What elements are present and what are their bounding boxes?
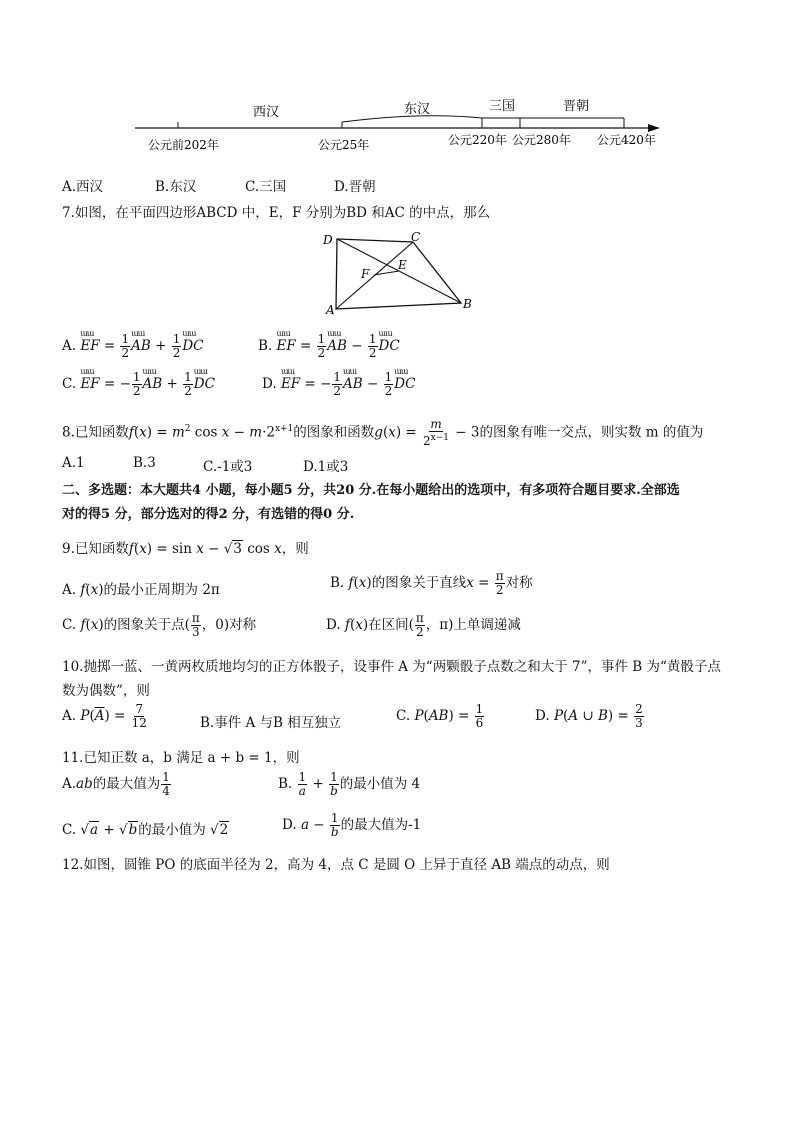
q7-stem: 7.如图，在平面四边形ABCD 中，E，F 分别为BD 和AC 的中点，那么 bbox=[62, 205, 491, 221]
date-label: 公元420年 bbox=[597, 133, 656, 147]
q8-option-d: D.1或3 bbox=[303, 459, 349, 475]
q9-option-d: D. f(x)在区间( $\frac{\pi}{2}$ ，π)上单调递减 bbox=[326, 611, 521, 639]
q11-option-b: B. $\frac{1}{a}$ + $\frac{1}{b}$ 的最小值为 4 bbox=[278, 770, 421, 798]
date-label: 公元25年 bbox=[318, 138, 370, 152]
q11-option-c: C. √a + √b的最小值为 √2 bbox=[62, 822, 229, 838]
point-label: D bbox=[323, 233, 333, 247]
period-label: 西汉 bbox=[253, 105, 280, 120]
q7-option-a: A. ɯɯ EF = $\frac{1}{2}$ ɯɯ AB + $\frac{1}{2}$ ɯɯ DC bbox=[62, 333, 204, 360]
quadrilateral-figure bbox=[0, 228, 794, 328]
q9-stem: 9.已知函数f(x) = sin x − √3 cos x，则 bbox=[62, 541, 309, 557]
q8-option-a: A.1 bbox=[62, 455, 85, 471]
date-label: 公元220年 bbox=[448, 133, 507, 147]
q8-option-c: C.-1或3 bbox=[203, 459, 253, 475]
q6-option-d: D.晋朝 bbox=[334, 179, 376, 195]
period-label: 东汉 bbox=[404, 102, 431, 117]
q11-stem: 11.已知正数 a，b 满足 a + b = 1，则 bbox=[62, 750, 300, 766]
point-label: B bbox=[463, 297, 472, 311]
section2-header-line2: 对的得5 分，部分选对的得2 分，有选错的得0 分. bbox=[62, 507, 355, 522]
timeline-figure bbox=[0, 0, 794, 170]
q8-stem: 8.已知函数$f(x) = m^2$ $\cos x - m\cdot 2^{x+1}$的图象和函数g(x) = $\frac{m}{2^{x-1}}$ − 3的图象有唯一交点，则实数 m 的值为 bbox=[62, 417, 704, 448]
date-label: 公元前202年 bbox=[148, 138, 219, 152]
period-label: 三国 bbox=[489, 99, 516, 114]
q11-option-a: A.ab的最大值为 $\frac{1}{4}$ bbox=[62, 770, 170, 798]
period-label: 晋朝 bbox=[563, 99, 590, 114]
q7-option-d: D. ɯɯ EF = − $\frac{1}{2}$ ɯɯ AB − $\frac{1}{2}$ ɯɯ DC bbox=[262, 371, 415, 398]
q7-option-c: C. ɯɯ EF = − $\frac{1}{2}$ ɯɯ AB + $\frac{1}{2}$ ɯɯ DC bbox=[62, 371, 215, 398]
q10-option-d: D. P(A ∪ B) = $\frac{2}{3}$ bbox=[535, 702, 643, 730]
q6-option-a: A.西汉 bbox=[62, 179, 104, 195]
date-label: 公元280年 bbox=[512, 133, 571, 147]
q9-option-c: C. f(x)的图象关于点( $\frac{\pi}{3}$ ，0)对称 bbox=[62, 611, 257, 639]
q12-stem: 12.如图，圆锥 PO 的底面半径为 2，高为 4，点 C 是圆 O 上异于直径 AB 端点的动点，则 bbox=[62, 857, 610, 873]
q9-option-b: B. f(x)的图象关于直线x = $\frac{\pi}{2}$ 对称 bbox=[330, 569, 533, 597]
q6-option-b: B.东汉 bbox=[155, 179, 197, 195]
q6-option-c: C.三国 bbox=[245, 179, 287, 195]
q9-option-a: A. f(x)的最小正周期为 2π bbox=[62, 582, 220, 598]
q10-stem-line2: 数为偶数”，则 bbox=[62, 683, 150, 699]
section2-header-line1: 二、多选题：本大题共4 小题，每小题5 分，共20 分.在每小题给出的选项中，有多项符合题目要求.全部选 bbox=[62, 483, 680, 498]
point-label: E bbox=[398, 258, 407, 272]
q11-option-d: D. a − $\frac{1}{b}$ 的最大值为-1 bbox=[282, 811, 422, 839]
point-label: C bbox=[411, 230, 421, 244]
timeline-arrow-icon bbox=[648, 124, 660, 132]
point-label: A bbox=[326, 303, 335, 317]
q10-option-a: A. $P(\overline{A})$ = $\frac{7}{12}$ bbox=[62, 702, 147, 730]
q10-stem-line1: 10.抛掷一蓝、一黄两枚质地均匀的正方体骰子，设事件 A 为“两颗骰子点数之和大于 7”，事件 B 为“黄骰子点 bbox=[62, 659, 721, 675]
q10-option-b: B.事件 A 与B 相互独立 bbox=[200, 715, 342, 731]
q8-option-b: B.3 bbox=[133, 455, 156, 471]
q7-option-b: B. ɯɯ EF = $\frac{1}{2}$ ɯɯ AB − $\frac{1}{2}$ ɯɯ DC bbox=[258, 333, 400, 360]
point-label: F bbox=[361, 267, 370, 281]
q10-option-c: C. P(AB) = $\frac{1}{6}$ bbox=[396, 702, 484, 730]
